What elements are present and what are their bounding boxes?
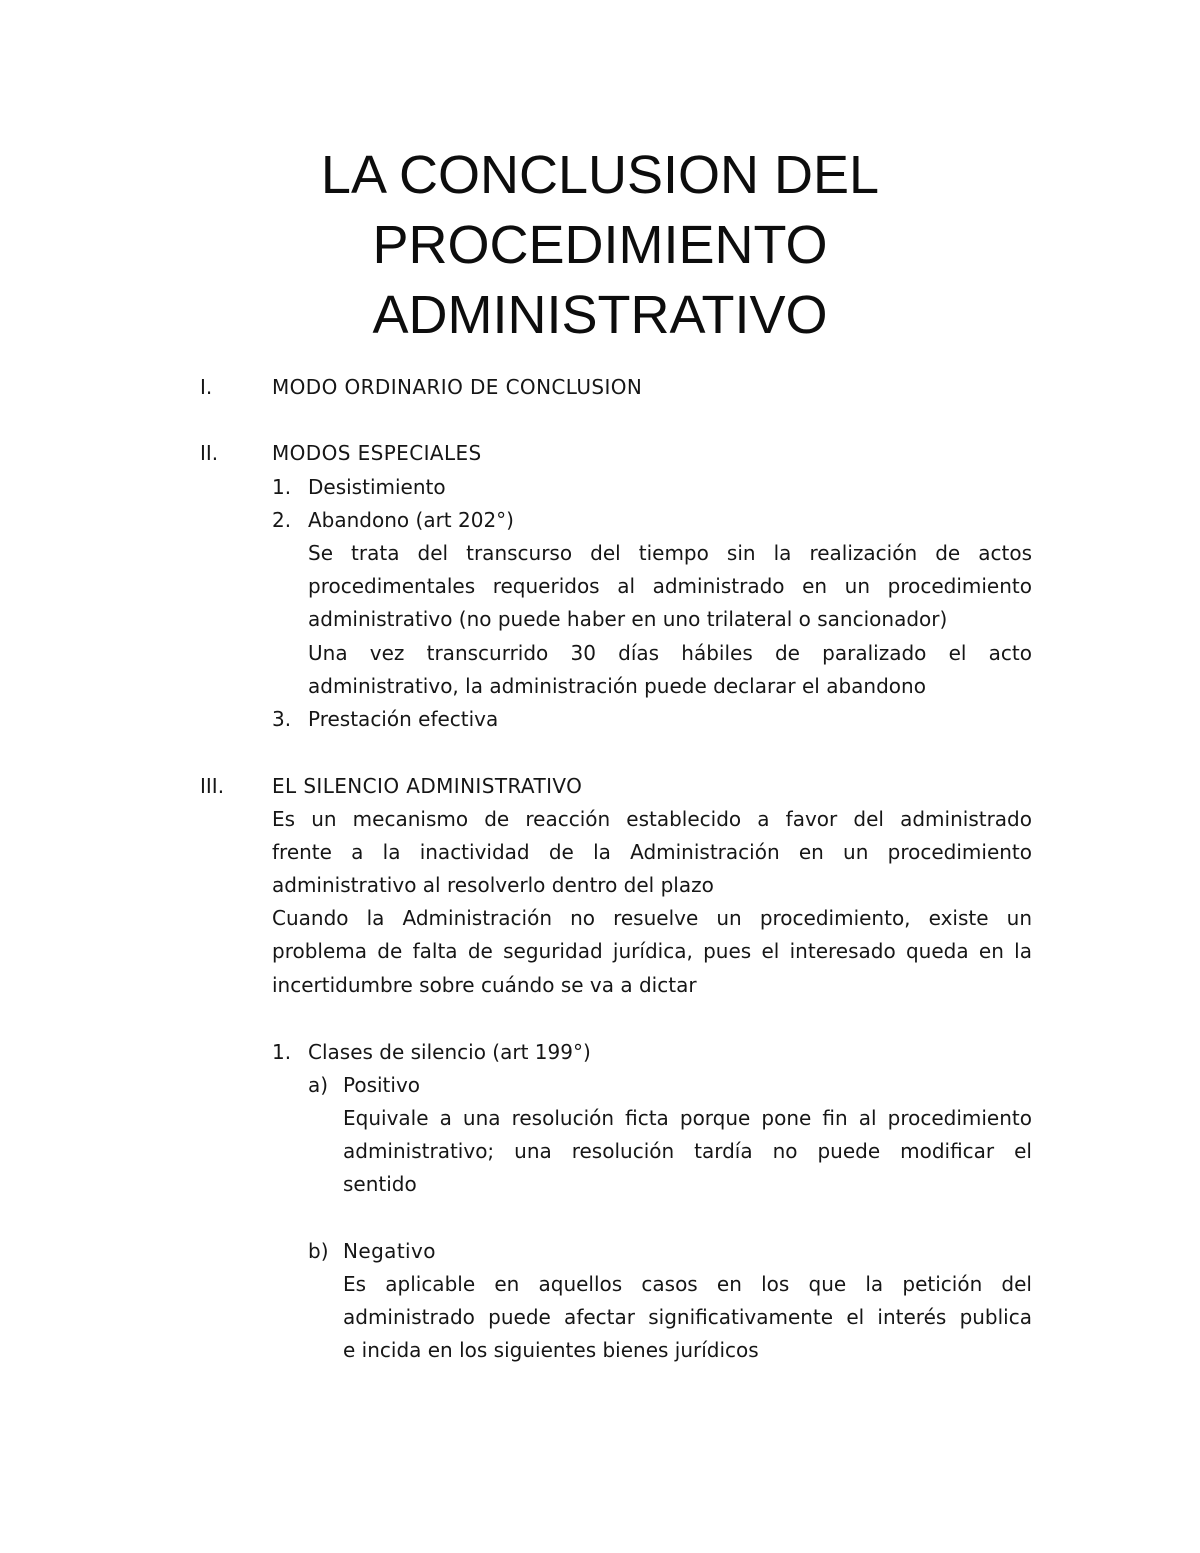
paragraph-line: e incida en los siguientes bienes jurídicos — [343, 1338, 759, 1362]
section-numeral: II. — [200, 441, 219, 465]
list-number: 1. — [272, 475, 292, 499]
paragraph-line: problema de falta de seguridad jurídica, pues el interesado queda en la — [272, 939, 1032, 963]
section-numeral: III. — [200, 774, 225, 798]
section-heading: MODO ORDINARIO DE CONCLUSION — [272, 375, 643, 399]
paragraph-line: Una vez transcurrido 30 días hábiles de paralizado el acto — [308, 641, 1032, 665]
title-line-3: ADMINISTRATIVO — [372, 285, 828, 345]
paragraph-line: administrativo al resolverlo dentro del plazo — [272, 873, 714, 897]
paragraph-line: Es un mecanismo de reacción establecido a favor del administrado — [272, 807, 1032, 831]
paragraph-line: administrado puede afectar significativamente el interés publica — [343, 1305, 1032, 1329]
title-line-1: LA CONCLUSION DEL — [320, 145, 880, 205]
list-item-label: Negativo — [343, 1239, 436, 1263]
list-number: 1. — [272, 1040, 292, 1064]
paragraph-line: administrativo, la administración puede declarar el abandono — [308, 674, 926, 698]
list-item-label: Positivo — [343, 1073, 421, 1097]
list-letter: b) — [308, 1239, 329, 1263]
list-item-label: Clases de silencio (art 199°) — [308, 1040, 591, 1064]
paragraph-line: incertidumbre sobre cuándo se va a dictar — [272, 973, 697, 997]
list-letter: a) — [308, 1073, 329, 1097]
list-item-label: Prestación efectiva — [308, 707, 499, 731]
section-heading: EL SILENCIO ADMINISTRATIVO — [272, 774, 583, 798]
list-number: 3. — [272, 707, 292, 731]
title-line-2: PROCEDIMIENTO — [372, 215, 828, 275]
paragraph-line: procedimentales requeridos al administrado en un procedimiento — [308, 574, 1032, 598]
paragraph-line: sentido — [343, 1172, 417, 1196]
list-number: 2. — [272, 508, 292, 532]
paragraph-line: Es aplicable en aquellos casos en los que la petición del — [343, 1272, 1032, 1296]
paragraph-line: Equivale a una resolución ficta porque pone fin al procedimiento — [343, 1106, 1032, 1130]
paragraph-line: Se trata del transcurso del tiempo sin la realización de actos — [308, 541, 1032, 565]
paragraph-line: frente a la inactividad de la Administración en un procedimiento — [272, 840, 1032, 864]
paragraph-line: administrativo; una resolución tardía no puede modificar el — [343, 1139, 1032, 1163]
list-item-label: Desistimiento — [308, 475, 446, 499]
section-numeral: I. — [200, 375, 213, 399]
paragraph-line: administrativo (no puede haber en uno trilateral o sancionador) — [308, 607, 948, 631]
paragraph-line: Cuando la Administración no resuelve un procedimiento, existe un — [272, 906, 1032, 930]
list-item-label: Abandono (art 202°) — [308, 508, 514, 532]
section-heading: MODOS ESPECIALES — [272, 441, 482, 465]
